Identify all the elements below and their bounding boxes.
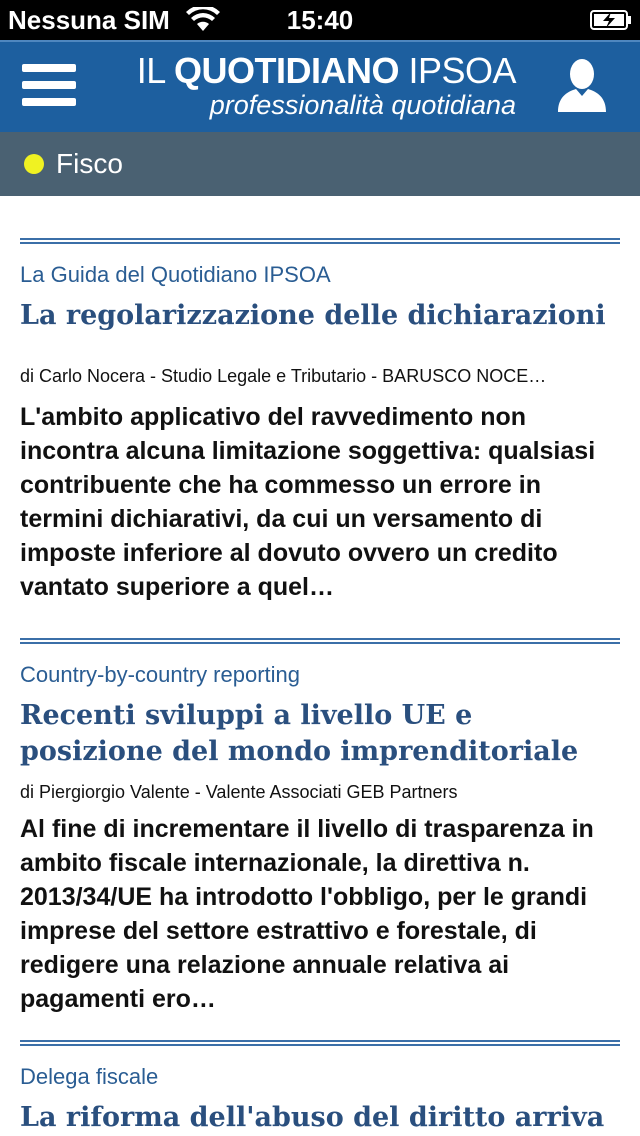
- user-profile-icon[interactable]: [556, 56, 608, 114]
- section-bar[interactable]: [0, 132, 640, 196]
- article-title[interactable]: La regolarizzazione delle dichiarazioni: [20, 300, 606, 331]
- carrier-label: Nessuna SIM: [8, 5, 170, 35]
- article-card[interactable]: [20, 238, 620, 604]
- article-divider: [20, 238, 620, 244]
- article-divider: [20, 1040, 620, 1046]
- app-header: [0, 40, 640, 132]
- article-kicker: Country-by-country reporting: [20, 662, 301, 687]
- logo-prefix: IL: [136, 50, 174, 91]
- section-indicator-dot: [24, 154, 44, 174]
- logo-main: QUOTIDIANO: [173, 50, 399, 91]
- clock: 15:40: [286, 5, 354, 35]
- logo-tagline: professionalità quotidiana: [209, 90, 516, 120]
- article-title[interactable]: La riforma dell'abuso del diritto arriva: [20, 1102, 605, 1133]
- article-summary: L'ambito applicativo del ravvedimento non incontra alcuna limitazione soggettiva: qualsiasi contribuente che ha commesso un errore in termini dichiarativi, da cui un versamento di imposte inferiore al dovuto ovvero un credito vantato superiore a quel…: [20, 403, 596, 601]
- app-logo: [120, 50, 520, 130]
- battery-charging-icon: [590, 10, 632, 30]
- article-byline: di Piergiorgio Valente - Valente Associati GEB Partners: [20, 782, 458, 802]
- logo-suffix: IPSOA: [398, 50, 516, 91]
- article-divider: [20, 638, 620, 644]
- article-card[interactable]: [20, 1040, 620, 1136]
- article-byline: di Carlo Nocera - Studio Legale e Tributario - BARUSCO NOCE…: [20, 366, 547, 386]
- article-summary: Al fine di incrementare il livello di trasparenza in ambito fiscale internazionale, la direttiva n. 2013/34/UE ha introdotto l'obbligo, per le grandi imprese del settore estrattivo e forestale, di redigere una relazione annuale relativa ai pagamenti ero…: [20, 815, 594, 1013]
- article-card[interactable]: [20, 638, 620, 1016]
- status-bar: [0, 0, 640, 40]
- article-kicker: Delega fiscale: [20, 1064, 159, 1089]
- article-title[interactable]: Recenti sviluppi a livello UE e posizione del mondo imprenditoriale: [20, 700, 579, 767]
- section-label: Fisco: [56, 148, 123, 179]
- hamburger-menu-icon[interactable]: [22, 64, 76, 106]
- article-kicker: La Guida del Quotidiano IPSOA: [20, 262, 331, 287]
